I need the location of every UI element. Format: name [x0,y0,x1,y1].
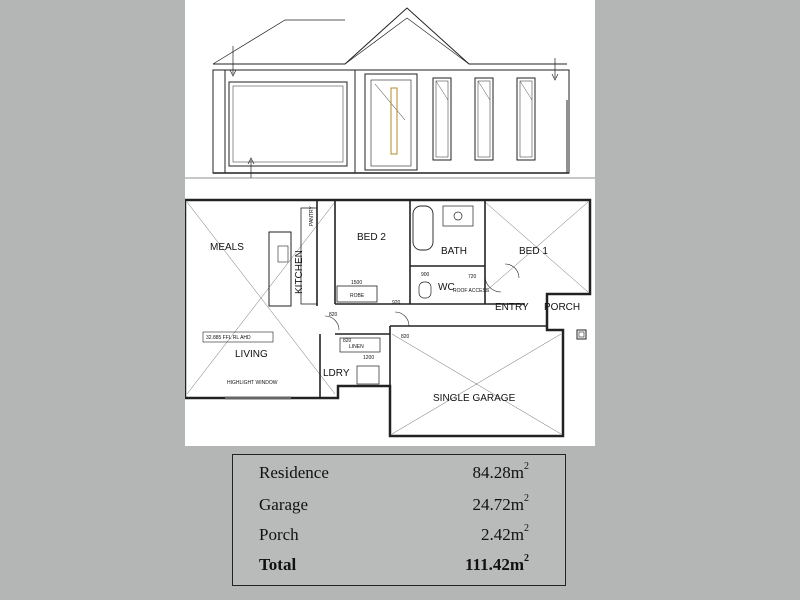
area-row-garage [259,495,529,515]
total-value: $111.42m^2$ [464,553,529,574]
front-elevation-drawing [185,0,595,186]
room-label-porch: PORCH [544,302,581,313]
highlight-window-note: HIGHLIGHT WINDOW [227,380,278,386]
door-width-720: 720 [468,274,477,280]
area-value: $2.42m^2$ [481,523,529,544]
room-label-bath: BATH [441,246,467,257]
roof-line [213,8,567,64]
pantry-label: PANTRY [309,206,315,226]
area-label: Residence [259,463,329,482]
room-label-entry: ENTRY [495,302,529,313]
room-label-living: LIVING [235,349,268,360]
door-width-820-b: 820 [343,338,352,344]
room-label-single-garage: SINGLE GARAGE [433,393,516,404]
total-label: Total [259,555,297,574]
ffl-level-note: 32.885 FFL RL AHD [206,335,251,341]
linen-label: LINEN [349,344,364,350]
area-schedule-table [232,454,566,586]
kitchen-island [269,232,291,306]
door-width-820-a: 820 [401,334,410,340]
area-label: Garage [259,495,309,514]
room-label-wc: WC [438,282,455,293]
bathtub [413,206,433,250]
linen-width-note: 1200 [363,355,375,361]
garage-door [229,82,347,166]
robe-label: ROBE [350,293,365,299]
robe-width-note: 1500 [351,280,363,286]
area-value: $24.72m^2$ [472,493,529,514]
door-width-900: 900 [421,272,430,278]
door-width-820-c: 820 [329,312,338,318]
roof-access-note: ROOF ACCESS [453,288,490,294]
room-label-bed2: BED 2 [357,232,386,243]
area-row-porch [259,525,529,545]
room-label-kitchen: KITCHEN [294,250,305,294]
door-width-920: 920 [392,300,401,306]
area-row-total [259,555,529,575]
room-label-bed1: BED 1 [519,246,548,257]
area-label: Porch [259,525,299,544]
room-label-ldry: LDRY [323,368,350,379]
floor-plan-drawing [185,186,595,446]
front-windows [433,78,535,160]
room-label-meals: MEALS [210,242,244,253]
area-value: $84.28m^2$ [472,461,529,482]
area-row-residence [259,463,529,483]
